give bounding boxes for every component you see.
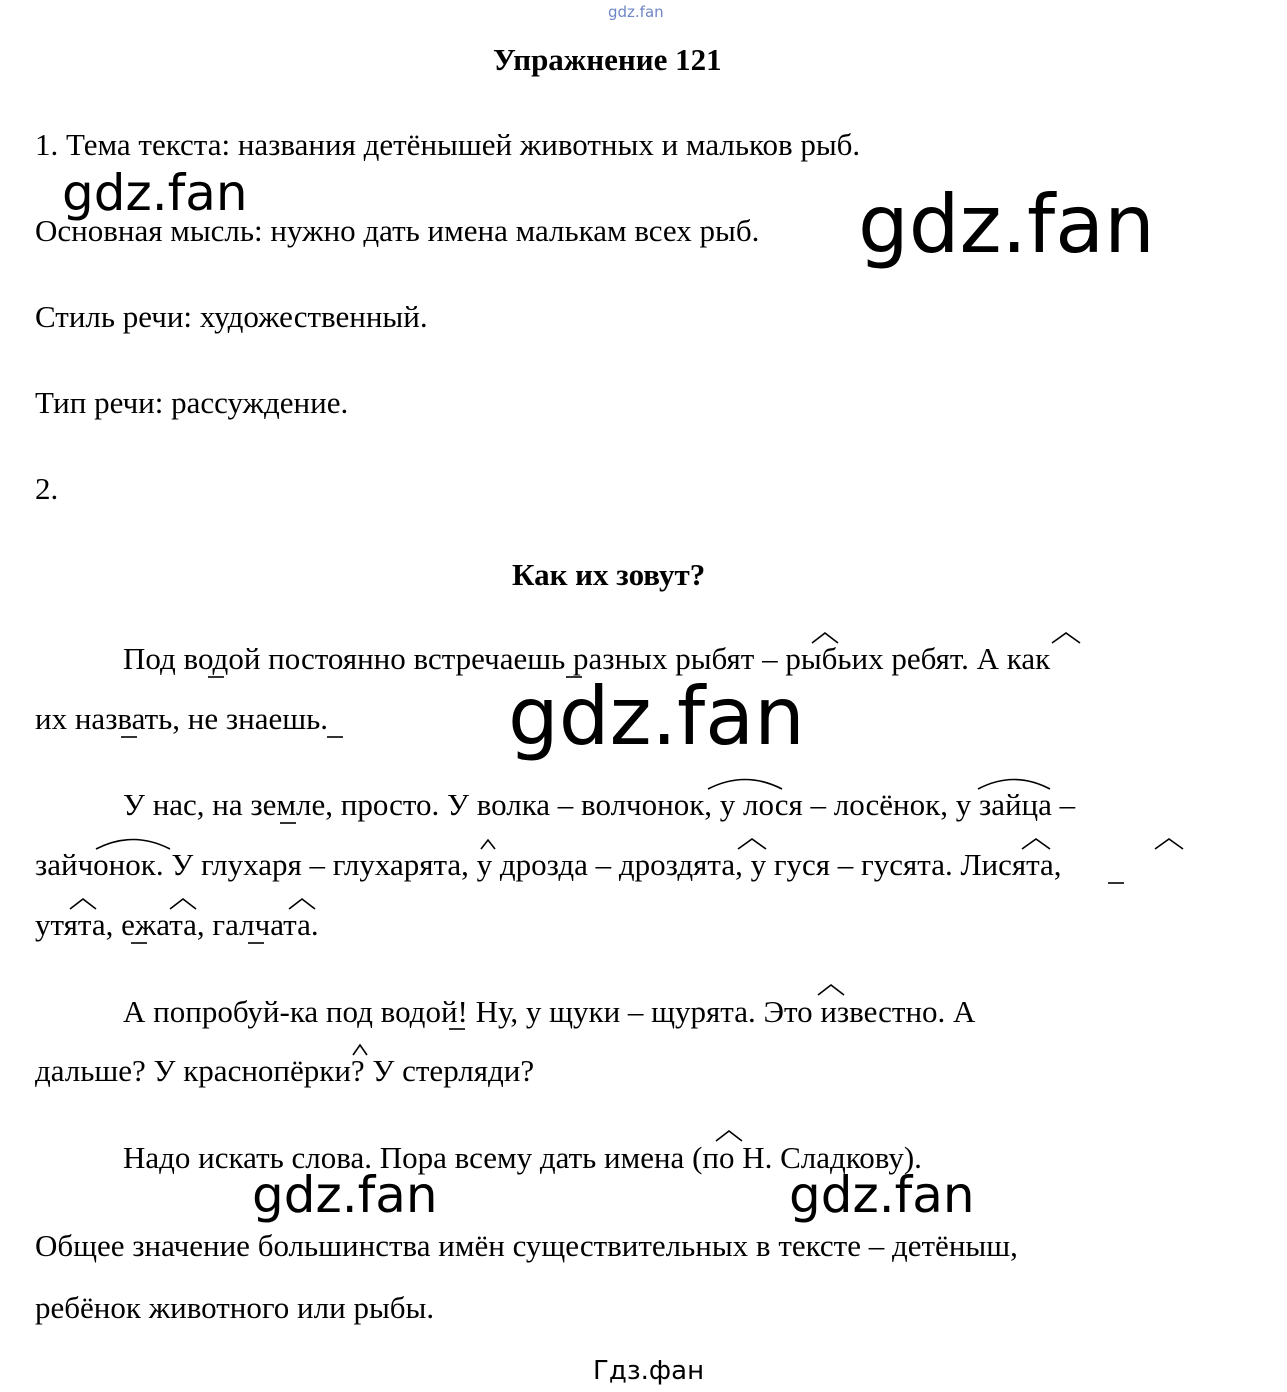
suffix-arc	[818, 985, 844, 995]
speech-type-line: Тип речи: рассуждение.	[35, 385, 349, 420]
main-idea-line: Основная мысль: нужно дать имена малькам всех рыб.	[35, 213, 760, 248]
part2-label: 2.	[35, 471, 59, 506]
suffix-arc	[978, 780, 1050, 790]
story-line-4: зайчонок. У глухаря – глухарята, у дрозда – дроздята, у гуся – гусята. Лисята,	[35, 847, 1062, 882]
suffix-arc	[96, 840, 170, 850]
story-line-1: Под водой постоянно встречаешь разных рыбят – рыбьих ребят. А как	[123, 641, 1051, 676]
story-line-5: утята, ежата, галчата.	[35, 907, 319, 942]
suffix-arc	[481, 840, 495, 849]
suffix-arc	[708, 780, 782, 790]
story-line-2: их назвать, не знаешь.	[35, 701, 329, 736]
story-line-8: Надо искать слова. Пора всему дать имена (по Н. Сладкову).	[123, 1140, 922, 1175]
story-line-7: дальше? У краснопёрки? У стерляди?	[35, 1053, 535, 1088]
watermark: gdz.fan	[252, 1166, 438, 1224]
story-line-3: У нас, на земле, просто. У волка – волчонок, у лося – лосёнок, у зайца –	[123, 787, 1076, 822]
theme-line: 1. Тема текста: названия детёнышей животных и мальков рыб.	[35, 127, 861, 162]
conclusion-line-2: ребёнок животного или рыбы.	[35, 1290, 435, 1325]
speech-style-line: Стиль речи: художественный.	[35, 299, 428, 334]
suffix-arc	[738, 839, 766, 849]
exercise-title: Упражнение 121	[493, 42, 722, 77]
suffix-arc	[353, 1045, 367, 1055]
story-line-6: А попробуй-ка под водой! Ну, у щуки – щурята. Это известно. А	[123, 994, 976, 1029]
watermark: gdz.fan	[789, 1166, 975, 1224]
footer-site-name: Гдз.фан	[593, 1356, 705, 1386]
suffix-arc	[70, 899, 96, 909]
suffix-arc	[716, 1131, 742, 1141]
suffix-arc	[1052, 633, 1080, 643]
watermark: gdz.fan	[858, 178, 1155, 271]
suffix-arc	[812, 633, 838, 643]
top-watermark: gdz.fan	[608, 3, 664, 21]
watermark: gdz.fan	[62, 164, 248, 222]
suffix-arc	[289, 899, 315, 909]
suffix-arc	[1022, 839, 1050, 849]
story-title: Как их зовут?	[512, 557, 706, 592]
conclusion-line-1: Общее значение большинства имён существительных в тексте – детёныш,	[35, 1228, 1018, 1263]
suffix-arc	[170, 899, 196, 909]
watermark: gdz.fan	[508, 670, 805, 763]
suffix-arc	[1155, 839, 1183, 849]
